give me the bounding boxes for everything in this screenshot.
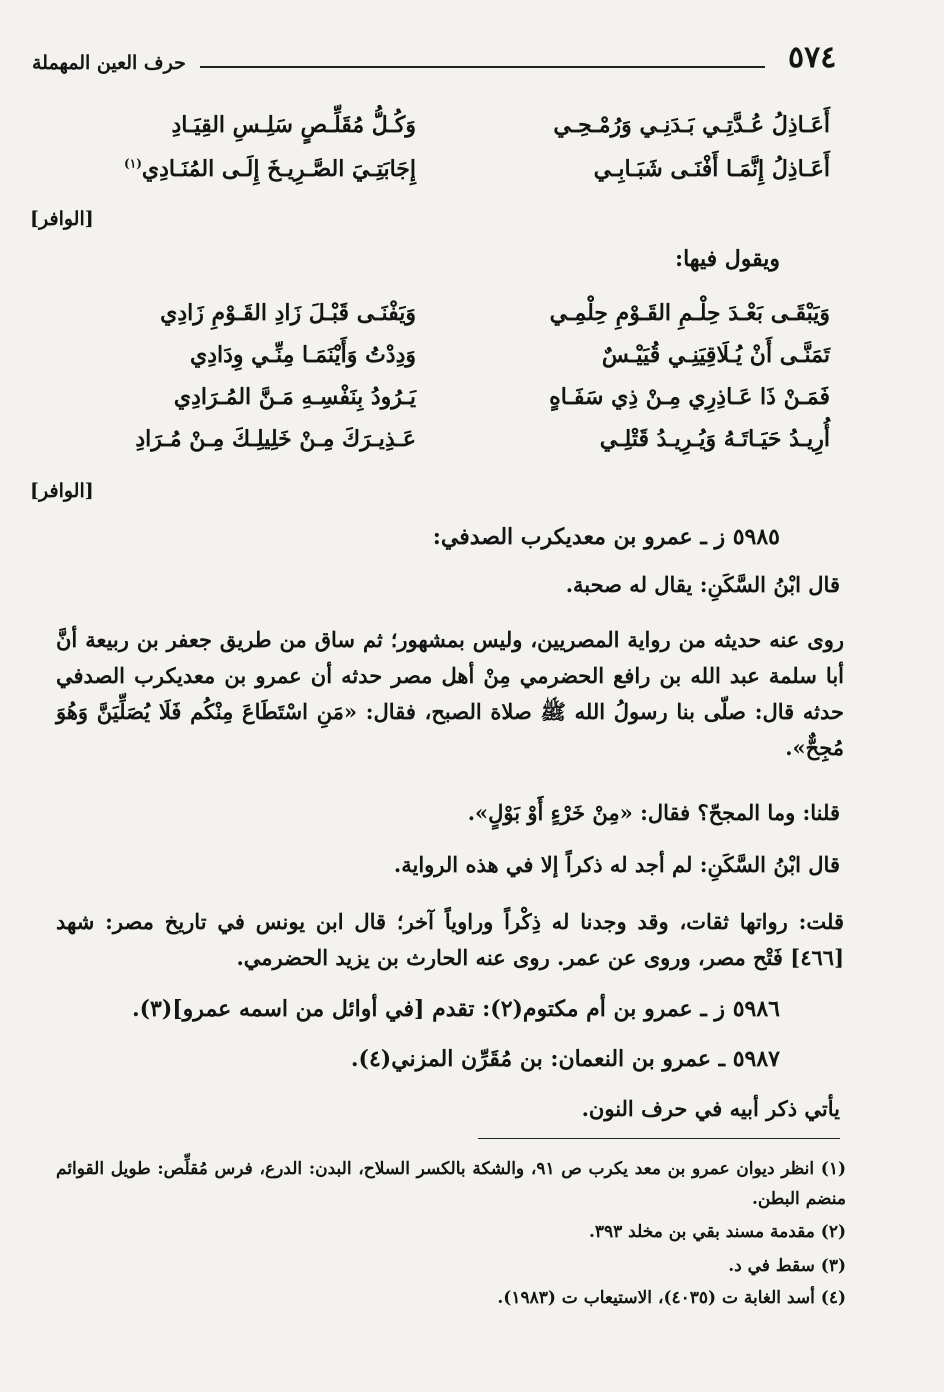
verse-right: أَعَـاذِلُ عُـدَّتِـي بَـدَنِـي وَرُمْـحِـي bbox=[553, 112, 830, 138]
verse-left: وَكُـلُّ مُقَلِّـصٍ سَلِـسِ القِيَـادِ bbox=[171, 112, 416, 138]
verse-left bbox=[124, 156, 416, 182]
page-number: ٥٧٤ bbox=[788, 40, 837, 75]
meter-label: [الوافر] bbox=[30, 480, 94, 502]
entry-paragraph: روى عنه حديثه من رواية المصريين، وليس بمشهور؛ ثم ساق من طريق جعفر بن ربيعة أنَّ أبا سلمة عبد الله بن رافع الحضرمي مِنْ أهل مصر حدثه أن عمرو بن معديكرب الصدفي حدثه قال: صلّى بنا رسولُ الله ﷺ صلاة الصبح، فقال: «مَنِ اسْتَطَاعَ مِنْكُم فَلَا يُصَلِّيَنَّ وَهُوَ مُجِحٌّ». bbox=[56, 627, 844, 760]
entry-title: ٥٩٨٦ ز ـ عمرو بن أم مكتوم(٢): تقدم [في أوائل من اسمه عمرو](٣). bbox=[131, 996, 780, 1022]
footnote-ref: (١) bbox=[124, 156, 142, 171]
meter-label: [الوافر] bbox=[30, 208, 94, 230]
footnote: (٤) أسد الغابة ت (٤٠٣٥)، الاستيعاب ت (١٩٨٣). bbox=[497, 1288, 846, 1308]
entry-paragraph: قلت: رواتها ثقات، وقد وجدنا له ذِكْراً وراوياً آخر؛ قال ابن يونس في تاريخ مصر: شهد [٤٦٦] فَتْح مصر، وروى عن عمر. روى عنه الحارث بن يزيد الحضرمي. bbox=[56, 909, 844, 970]
verse-left: عَـذِيـرَكَ مِـنْ خَلِيلِـكَ مِـنْ مُـرَادِ bbox=[135, 426, 416, 452]
intro-line: ويقول فيها: bbox=[674, 246, 780, 272]
entry-line: قال ابْنُ السَّكَنِ: يقال له صحبة. bbox=[565, 572, 840, 597]
verse-right: أُرِيـدُ حَيَـاتَـهُ وَيُـرِيـدُ قَتْلِـي bbox=[599, 426, 830, 452]
verse-left: وَيَفْنَـى قَبْـلَ زَادِ القَـوْمِ زَادِي bbox=[160, 300, 416, 326]
verse-left-text: إِجَابَتِـيَ الصَّـرِيـخَ إِلَـى المُنَـادِي bbox=[141, 156, 416, 182]
entry-title: ٥٩٨٧ ـ عمرو بن النعمان: بن مُقَرِّن المزني(٤). bbox=[350, 1046, 780, 1072]
footnote: (٣) سقط في د. bbox=[728, 1256, 846, 1276]
footnote-rule bbox=[478, 1138, 840, 1139]
entry-title: ٥٩٨٥ ز ـ عمرو بن معديكرب الصدفي: bbox=[432, 524, 780, 550]
verse-left: وَدِدْتُ وَأَيْنَمَـا مِنِّـي وِدَادِي bbox=[189, 342, 416, 368]
section-title: حرف العين المهملة bbox=[32, 52, 186, 74]
verse-left: يَـرُودُ بِنَفْسِـهِ مَـنَّ المُـرَادِي bbox=[173, 384, 416, 410]
verse-right: أَعَـاذِلُ إِنَّمَـا أَفْنَـى شَبَـابِـي bbox=[593, 156, 830, 182]
entry-line: قلنا: وما المجحّ؟ فقال: «مِنْ خَرْءٍ أَوْ بَوْلٍ». bbox=[467, 800, 840, 825]
footnote: (٢) مقدمة مسند بقي بن مخلد ٣٩٣. bbox=[588, 1222, 846, 1242]
verse-right: تَمَنَّـى أَنْ يُـلَاقِيَنِـي قُيَيْـسٌ bbox=[601, 342, 830, 368]
verse-right: فَمَـنْ ذَا عَـاذِرِي مِـنْ ذِي سَفَـاهٍ bbox=[549, 384, 830, 410]
verse-right: وَيَبْقَـى بَعْـدَ حِلْـمِ القَـوْمِ حِلْمِـي bbox=[549, 300, 830, 326]
footnote: (١) انظر ديوان عمرو بن معد يكرب ص ٩١، والشكة بالكسر السلاح، البدن: الدرع، فرس مُقلِّص: طويل القوائم منضم البطن. bbox=[56, 1159, 846, 1209]
entry-line: يأتي ذكر أبيه في حرف النون. bbox=[581, 1096, 840, 1121]
entry-line: قال ابْنُ السَّكَنِ: لم أجد له ذكراً إلا في هذه الرواية. bbox=[393, 852, 840, 877]
header-rule bbox=[200, 66, 765, 68]
